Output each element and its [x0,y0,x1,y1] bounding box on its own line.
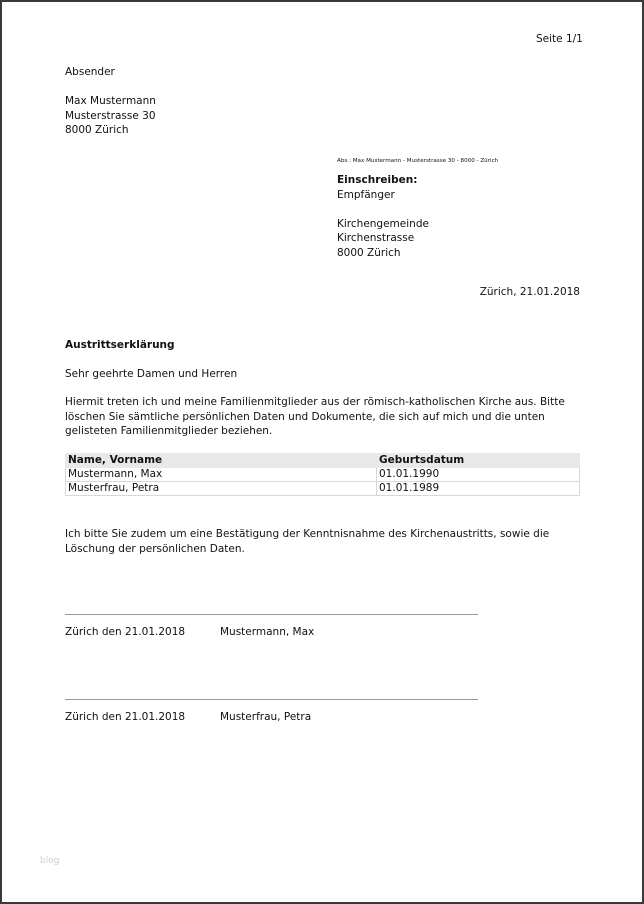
cell-name: Mustermann, Max [66,468,377,482]
recipient-city: 8000 Zürich [337,246,401,259]
cell-name: Musterfrau, Petra [66,482,377,496]
sender-heading: Absender [65,66,115,78]
table-header-row [66,454,580,468]
signature-name: Mustermann, Max [220,626,315,638]
family-members-table [65,453,580,496]
cell-birthdate: 01.01.1990 [377,468,580,482]
column-header-name: Name, Vorname [66,454,377,468]
sender-name: Max Mustermann [65,95,156,107]
salutation: Sehr geehrte Damen und Herren [65,368,238,380]
return-address-line: Abs.: Max Mustermann - Musterstrasse 30 - 8000 - Zürich [337,158,499,164]
table-row [66,468,580,482]
recipient-block [337,173,429,260]
sender-street: Musterstrasse 30 [65,109,156,122]
recipient-label: Empfänger [337,188,395,201]
sender-block [65,65,156,138]
watermark: blog [40,856,60,866]
signature-line [65,699,478,700]
cell-birthdate: 01.01.1989 [377,482,580,496]
body-paragraph: Hiermit treten ich und meine Familienmitglieder aus der römisch-katholischen Kirche aus. Bitte löschen Sie sämtliche persönlichen Daten und Dokumente, die sich auf mich und die unten gelisteten Familienmitglieder beziehen. [65,396,565,437]
signature-name: Musterfrau, Petra [220,711,312,723]
place-date: Zürich, 21.01.2018 [479,286,580,298]
signature-place-date: Zürich den 21.01.2018 [65,711,186,723]
page-number: Seite 1/1 [536,33,583,45]
signature-place-date: Zürich den 21.01.2018 [65,626,186,638]
sender-city: 8000 Zürich [65,124,129,136]
subject-line: Austrittserklärung [65,339,175,351]
column-header-birthdate: Geburtsdatum [377,454,580,468]
recipient-name: Kirchengemeinde [337,217,429,230]
table-row [66,482,580,496]
closing-paragraph: Ich bitte Sie zudem um eine Bestätigung der Kenntnisnahme des Kirchenaustritts, sowie die Löschung der persönlichen Daten. [65,528,550,555]
delivery-type: Einschreiben: [337,174,418,186]
recipient-street: Kirchenstrasse [337,232,415,244]
signature-line [65,614,478,615]
